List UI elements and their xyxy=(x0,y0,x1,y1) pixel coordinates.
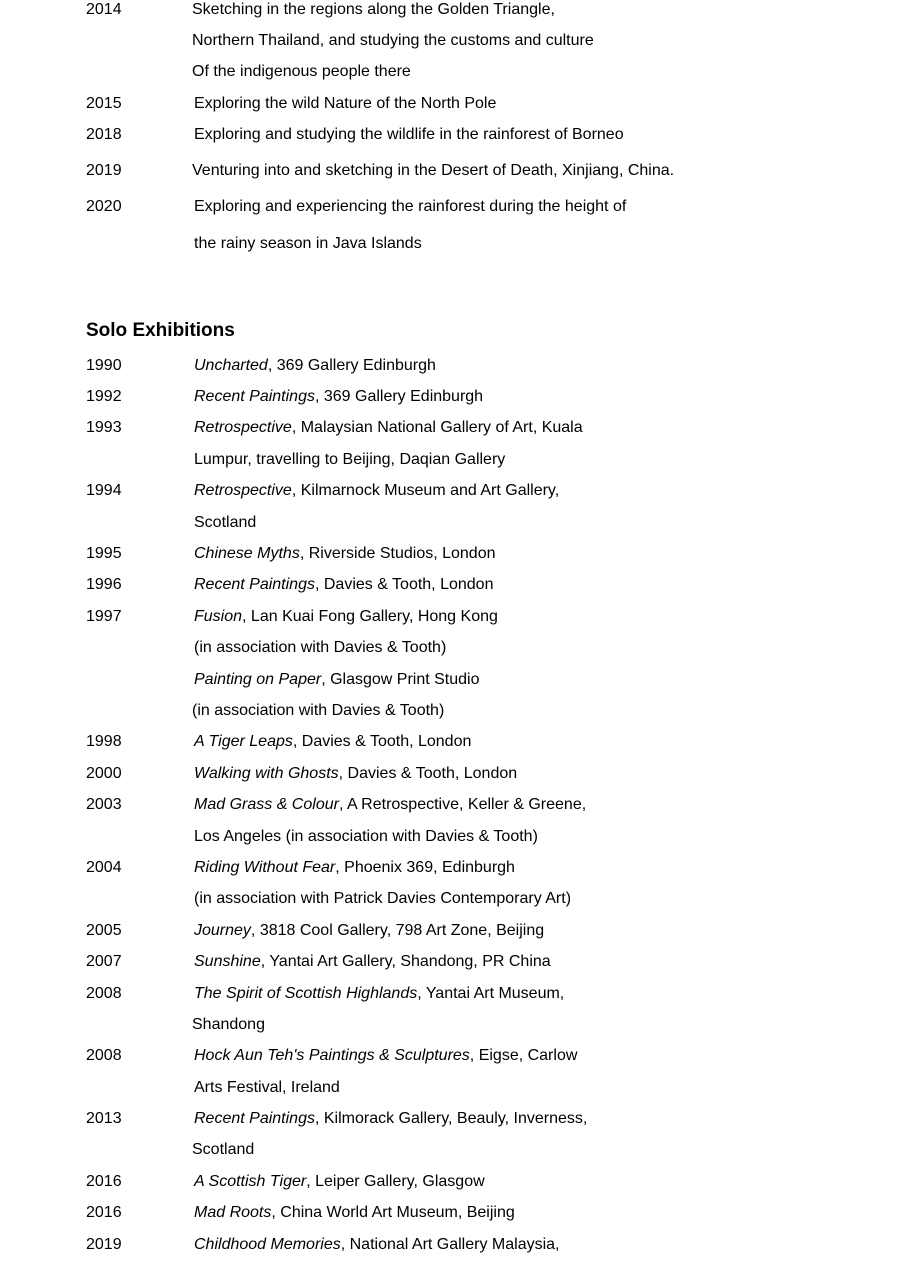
exhibition-entry xyxy=(194,607,498,627)
travel-year: 2019 xyxy=(86,162,122,179)
exhibition-venue: , A Retrospective, Keller & Greene, xyxy=(338,796,587,813)
exhibition-continuation: Shandong xyxy=(192,1016,265,1033)
section-title-solo-exhibitions: Solo Exhibitions xyxy=(86,320,235,341)
exhibition-continuation: Lumpur, travelling to Beijing, Daqian Gallery xyxy=(194,451,506,468)
exhibition-title: Retrospective xyxy=(194,482,292,499)
exhibition-venue: , Lan Kuai Fong Gallery, Hong Kong xyxy=(242,608,498,625)
exhibition-title: Mad Grass & Colour xyxy=(194,796,339,813)
exhibition-year: 1998 xyxy=(86,733,122,750)
exhibition-entry xyxy=(194,1046,577,1066)
exhibition-year: 2013 xyxy=(86,1110,122,1127)
travel-text: Of the indigenous people there xyxy=(192,63,411,80)
exhibition-venue: , Eigse, Carlow xyxy=(469,1047,578,1064)
exhibition-title: Painting on Paper xyxy=(194,671,322,688)
exhibition-venue: , 3818 Cool Gallery, 798 Art Zone, Beijing xyxy=(250,922,545,939)
exhibition-entry xyxy=(194,575,493,595)
travel-text: the rainy season in Java Islands xyxy=(194,235,422,252)
exhibition-venue: , Riverside Studios, London xyxy=(299,545,496,562)
exhibition-title: Walking with Ghosts xyxy=(194,765,339,782)
exhibition-venue: , 369 Gallery Edinburgh xyxy=(267,357,436,374)
exhibition-entry xyxy=(194,1109,587,1129)
exhibition-title: Mad Roots xyxy=(194,1204,272,1221)
exhibition-venue: , Malaysian National Gallery of Art, Kuala xyxy=(291,419,583,436)
exhibition-entry xyxy=(194,984,564,1004)
exhibition-year: 2016 xyxy=(86,1173,122,1190)
exhibition-title: Chinese Myths xyxy=(194,545,300,562)
exhibition-year: 2008 xyxy=(86,1047,122,1064)
exhibition-year: 1993 xyxy=(86,419,122,436)
exhibition-continuation: (in association with Davies & Tooth) xyxy=(192,702,445,719)
exhibition-year: 1996 xyxy=(86,576,122,593)
exhibition-title: Riding Without Fear xyxy=(194,859,336,876)
travel-text: Exploring and experiencing the rainforest during the height of xyxy=(194,198,627,215)
exhibition-title: Childhood Memories xyxy=(194,1236,341,1253)
travel-text: Exploring and studying the wildlife in the rainforest of Borneo xyxy=(194,126,624,143)
exhibition-venue: , Davies & Tooth, London xyxy=(314,576,494,593)
exhibition-entry xyxy=(194,1172,485,1192)
exhibition-continuation: (in association with Davies & Tooth) xyxy=(194,639,447,656)
exhibition-title: Recent Paintings xyxy=(194,576,315,593)
travel-year: 2015 xyxy=(86,95,122,112)
exhibition-continuation: (in association with Patrick Davies Contemporary Art) xyxy=(194,890,572,907)
exhibition-venue: , 369 Gallery Edinburgh xyxy=(314,388,484,405)
exhibition-venue: , Leiper Gallery, Glasgow xyxy=(306,1173,485,1190)
travel-text: Sketching in the regions along the Golden Triangle, xyxy=(192,1,555,18)
exhibition-year: 2008 xyxy=(86,985,122,1002)
exhibition-year: 1994 xyxy=(86,482,122,499)
exhibition-continuation: Scotland xyxy=(194,514,257,531)
exhibition-venue: , National Art Gallery Malaysia, xyxy=(340,1236,560,1253)
exhibition-entry xyxy=(194,481,559,501)
exhibition-title: Fusion xyxy=(194,608,243,625)
travel-text: Northern Thailand, and studying the customs and culture xyxy=(192,32,594,49)
travel-year: 2018 xyxy=(86,126,122,143)
exhibition-venue: , Phoenix 369, Edinburgh xyxy=(335,859,515,876)
exhibition-year: 1992 xyxy=(86,388,122,405)
exhibition-entry xyxy=(194,356,436,376)
exhibition-year: 1995 xyxy=(86,545,122,562)
exhibition-entry xyxy=(194,544,496,564)
exhibition-title: Hock Aun Teh's Paintings & Sculptures xyxy=(194,1047,470,1064)
exhibition-entry xyxy=(194,764,517,784)
exhibition-title: A Tiger Leaps xyxy=(194,733,293,750)
exhibition-venue: , Glasgow Print Studio xyxy=(321,671,480,688)
travel-text: Venturing into and sketching in the Desert of Death, Xinjiang, China. xyxy=(192,162,675,179)
exhibition-title: Uncharted xyxy=(194,357,268,374)
exhibition-title: The Spirit of Scottish Highlands xyxy=(194,985,418,1002)
exhibition-title: Sunshine xyxy=(194,953,261,970)
exhibition-entry xyxy=(194,387,483,407)
exhibition-continuation: Arts Festival, Ireland xyxy=(194,1079,340,1096)
travel-text: Exploring the wild Nature of the North Pole xyxy=(194,95,497,112)
exhibition-title: Recent Paintings xyxy=(194,388,315,405)
exhibition-entry xyxy=(194,732,471,752)
exhibition-venue: , Yantai Art Gallery, Shandong, PR China xyxy=(260,953,551,970)
exhibition-venue: , Kilmarnock Museum and Art Gallery, xyxy=(291,482,560,499)
exhibition-title: Journey xyxy=(194,922,251,939)
exhibition-year: 2005 xyxy=(86,922,122,939)
exhibition-title: Recent Paintings xyxy=(194,1110,315,1127)
exhibition-year: 2003 xyxy=(86,796,122,813)
exhibition-year: 1997 xyxy=(86,608,122,625)
exhibition-entry xyxy=(194,858,515,878)
exhibition-title: A Scottish Tiger xyxy=(194,1173,307,1190)
exhibition-entry xyxy=(194,921,544,941)
exhibition-entry xyxy=(194,795,586,815)
exhibition-venue: , Kilmorack Gallery, Beauly, Inverness, xyxy=(314,1110,588,1127)
exhibition-entry xyxy=(194,952,551,972)
exhibition-entry xyxy=(194,1235,559,1255)
exhibition-year: 2007 xyxy=(86,953,122,970)
exhibition-venue: , China World Art Museum, Beijing xyxy=(271,1204,515,1221)
exhibition-venue: , Yantai Art Museum, xyxy=(417,985,565,1002)
exhibition-year: 2000 xyxy=(86,765,122,782)
exhibition-entry xyxy=(194,670,480,690)
exhibition-continuation: Los Angeles (in association with Davies & Tooth) xyxy=(194,828,538,845)
exhibition-year: 2019 xyxy=(86,1236,122,1253)
travel-year: 2014 xyxy=(86,1,122,18)
travel-year: 2020 xyxy=(86,198,122,215)
exhibition-title: Retrospective xyxy=(194,419,292,436)
exhibition-venue: , Davies & Tooth, London xyxy=(292,733,472,750)
exhibition-entry xyxy=(194,418,583,438)
exhibition-continuation: Scotland xyxy=(192,1141,255,1158)
exhibition-entry xyxy=(194,1203,515,1223)
exhibition-venue: , Davies & Tooth, London xyxy=(338,765,518,782)
exhibition-year: 1990 xyxy=(86,357,122,374)
exhibition-year: 2016 xyxy=(86,1204,122,1221)
exhibition-year: 2004 xyxy=(86,859,122,876)
